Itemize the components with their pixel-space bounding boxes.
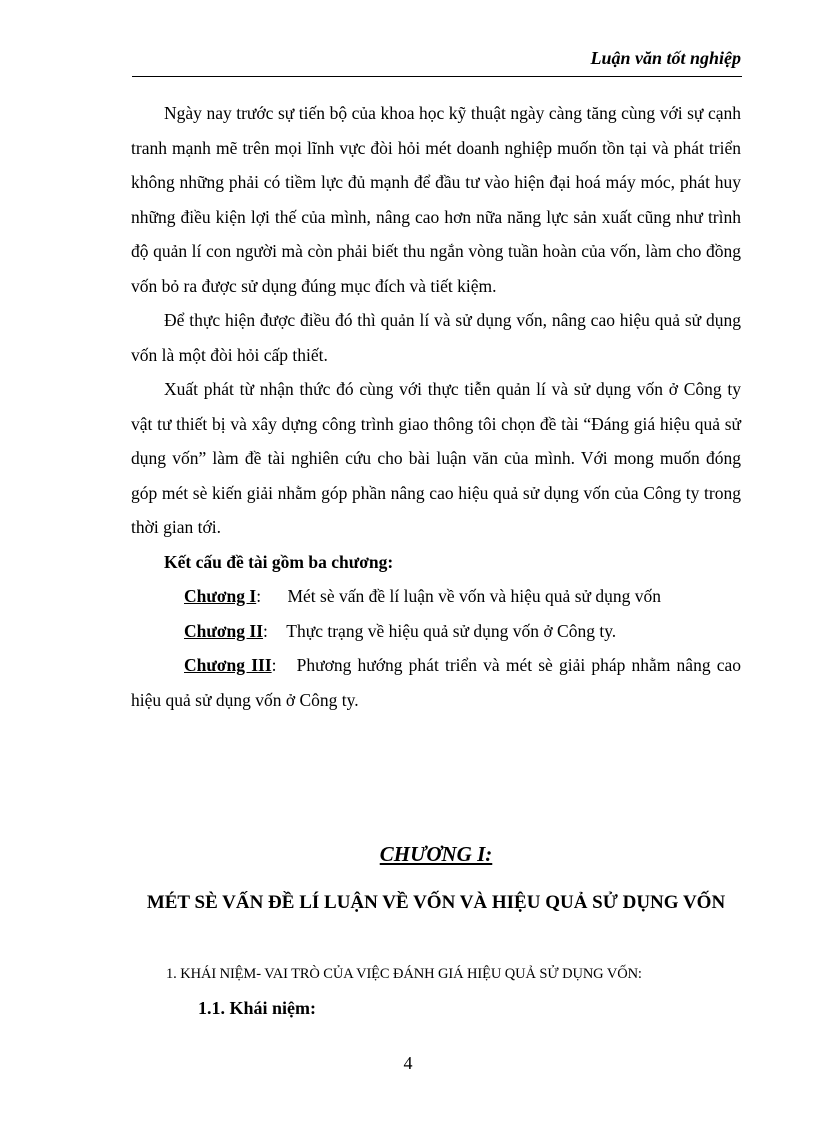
chapter-subtitle: MÉT SÈ VẤN ĐỀ LÍ LUẬN VỀ VỐN VÀ HIỆU QUẢ SỬ DỤNG VỐN [146,892,726,913]
chapter-title: CHƯƠNG I: [379,842,493,866]
chapter-3-text: Phương hướng phát triển và mét sè giải pháp nhằm nâng cao hiệu quả sử dụng vốn ở Công ty. [131,655,742,710]
chapter-line-1 [131,579,741,614]
paragraph-intro: Ngày nay trước sự tiến bộ của khoa học kỹ thuật ngày càng tăng cùng với sự cạnh tranh mạnh mẽ trên mọi lĩnh vực đòi hỏi mét doanh nghiệp muốn tồn tại và phát triển không những phải có tiềm lực đủ mạnh để đầu tư vào hiện đại hoá máy móc, phát huy những điều kiện lợi thế của mình, nâng cao hơn nữa năng lực sản xuất cũng như trình độ quản lí con người mà còn phải biết thu ngắn vòng tuần hoàn của vốn, làm cho đồng vốn bỏ ra được sử dụng đúng mục đích và tiết kiệm. [131,103,741,296]
chapter-1-name: Chương I [184,586,257,606]
page-number: 4 [403,1053,413,1073]
chapter-3-name: Chương III [184,655,272,675]
body-text [131,96,741,717]
chapter-line-3 [131,648,741,717]
paragraph-necessity: Để thực hiện được điều đó thì quản lí và sử dụng vốn, nâng cao hiệu quả sử dụng vốn là một đòi hỏi cấp thiết. [131,310,741,365]
paragraph-topic: Xuất phát từ nhận thức đó cùng với thực tiễn quản lí và sử dụng vốn ở Công ty vật tư thiết bị và xây dựng công trình giao thông tôi chọn đề tài “Đáng giá hiệu quả sử dụng vốn” làm đề tài nghiên cứu cho bài luận văn của mình. Với mong muốn đóng góp mét sè kiến giải nhằm góp phần nâng cao hiệu quả sử dụng vốn của Công ty trong thời gian tới. [131,379,741,537]
chapter-1-separator: : [256,586,262,606]
structure-heading: Kết cấu đề tài gồm ba chương: [164,551,394,572]
chapter-2-text: Thực trạng về hiệu quả sử dụng vốn ở Công ty. [286,620,617,641]
chapter-2-separator: : [263,620,268,641]
chapter-line-2 [131,614,741,649]
chapter-1-text: Mét sè vấn đề lí luận về vốn và hiệu quả sử dụng vốn [287,586,661,606]
header-divider [132,76,742,77]
section-heading-1: 1. KHÁI NIỆM- VAI TRÒ CỦA VIỆC ĐÁNH GIÁ HIỆU QUẢ SỬ DỤNG VỐN: [166,966,642,982]
chapter-2-name: Chương II [184,620,264,641]
chapter-3-separator: : [271,655,277,675]
running-header-title: Luận văn tốt nghiệp [590,48,741,68]
section-heading-1-1: 1.1. Khái niệm: [198,998,317,1018]
